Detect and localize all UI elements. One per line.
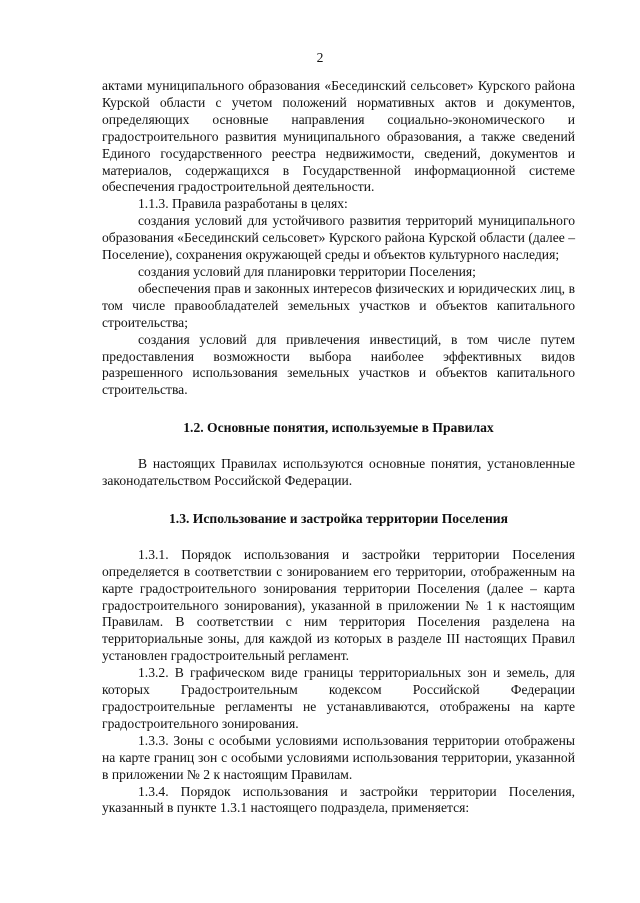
goal-item: создания условий для планировки территории Поселения; <box>138 263 476 279</box>
intro-paragraph: актами муниципального образования «Бесединский сельсовет» Курского района Курской области с учетом положений нормативных актов и документов, определяющих основные направления социально-экономического и градостроительного развития муниципального образования, а также сведений Единого государственного реестра недвижимости, сведений, документов и материалов, содержащихся в Государственной информационной системе обеспечения градостроительной деятельности. <box>102 78 575 195</box>
section-1-1-3-heading: 1.1.3. Правила разработаны в целях: <box>138 196 348 212</box>
section-1-2-text: В настоящих Правилах используются основные понятия, установленные законодательством Российской Федерации. <box>102 456 575 489</box>
section-1-2-title: 1.2. Основные понятия, используемые в Правилах <box>183 420 494 436</box>
section-1-3-paragraph: 1.3.2. В графическом виде границы территориальных зон и земель, для которых Градостроительным кодексом Российской Федерации градостроительные регламенты не устанавливаются, отображены на карте градостроительного зонирования. <box>102 665 575 731</box>
section-1-3-paragraph: 1.3.1. Порядок использования и застройки территории Поселения определяется в соответствии с зонированием его территории, отображенным на карте градостроительного зонирования территории Поселения (далее – карта градостроительного зонирования), указанной в приложении № 1 к настоящим Правилам. В соответствии с ним территория Поселения разделена на территориальные зоны, для каждой из которых в разделе III настоящих Правил установлен градостроительный регламент. <box>102 546 575 664</box>
document-body <box>102 78 575 817</box>
section-1-3-title: 1.3. Использование и застройка территории Поселения <box>169 510 508 526</box>
page-number: 2 <box>316 50 324 65</box>
goal-item: обеспечения прав и законных интересов физических и юридических лиц, в том числе правообладателей земельных участков и объектов капитального строительства; <box>102 280 575 330</box>
goal-item: создания условий для устойчивого развития территорий муниципального образования «Бесединский сельсовет» Курского района Курской области (далее – Поселение), сохранения окружающей среды и объектов культурного наследия; <box>102 213 575 263</box>
goal-item: создания условий для привлечения инвестиций, в том числе путем предоставления возможности выбора наиболее эффективных видов разрешенного использования земельных участков и объектов капитального строительства. <box>102 331 575 398</box>
section-1-3-paragraph: 1.3.4. Порядок использования и застройки территории Поселения, указанный в пункте 1.3.1 настоящего подраздела, применяется: <box>102 783 575 816</box>
section-1-3-paragraph: 1.3.3. Зоны с особыми условиями использования территории отображены на карте границ зон с особыми условиями использования территории, указанной в приложении № 2 к настоящим Правилам. <box>102 732 575 782</box>
